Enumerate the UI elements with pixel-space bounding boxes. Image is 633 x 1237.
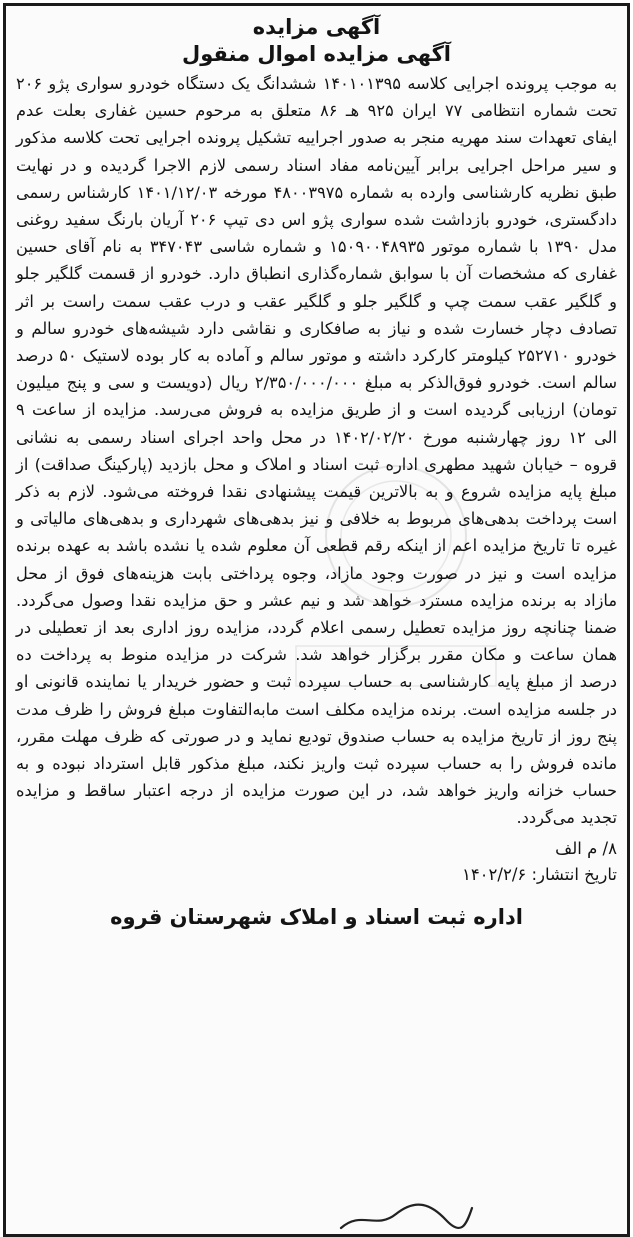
signature-mark bbox=[336, 1200, 476, 1234]
issuing-office: اداره ثبت اسناد و املاک شهرستان قروه bbox=[110, 904, 523, 929]
notice-subtitle: آگهی مزایده اموال منقول bbox=[182, 42, 451, 66]
notice-frame bbox=[3, 3, 630, 1237]
publish-date: تاریخ انتشار: ۱۴۰۲/۲/۶ bbox=[461, 864, 617, 884]
notice-title: آگهی مزایده bbox=[252, 15, 381, 39]
notice-content bbox=[16, 14, 617, 932]
notice-reference: ۸/ م الف bbox=[555, 838, 617, 858]
notice-body: به موجب پرونده اجرایی کلاسه ۱۴۰۱۰۱۳۹۵ ششدانگ یک دستگاه خودرو سواری پژو ۲۰۶ تحت شماره انتظامی ۷۷ ایران ۹۲۵ هـ ۸۶ متعلق به مرحوم حسین غفاری بعلت عدم ایفای تعهدات سند مهریه منجر به صدور اجراییه تشکیل پرونده اجرایی تحت کلاسه مذکور و سیر مراحل اجرایی برابر آیین‌نامه مفاد اسناد رسمی لازم الاجرا گردیده و در نهایت طبق نظریه کارشناسی وارده به شماره ۴۸۰۰۳۹۷۵ مورخه ۱۴۰۱/۱۲/۰۳ کارشناس رسمی دادگستری، خودرو بازداشت شده سواری پژو اس دی تیپ ۲۰۶ آریان بارنگ سفید روغنی مدل ۱۳۹۰ با شماره موتور ۱۵۰۹۰۰۴۸۹۳۵ و شماره شاسی ۳۴۷۰۴۳ به نام آقای حسین غفاری که مشخصات آن با سوابق شماره‌گذاری انطباق دارد. خودرو از قسمت گلگیر جلو و گلگیر عقب سمت چپ و گلگیر جلو و گلگیر عقب و درب عقب سمت راست بر اثر تصادف دچار خسارت شده و نیاز به صافکاری و نقاشی دارد شیشه‌های خودرو سالم و خودرو ۲۵۲۷۱۰ کیلومتر کارکرد داشته و موتور سالم و آماده به کار بوده لاستیک ۵۰ درصد سالم است. خودرو فوق‌الذکر به مبلغ ۲/۳۵۰/۰۰۰/۰۰۰ ریال (دویست و سی و پنج میلیون تومان) ارزیابی گردیده است و از طریق مزایده به فروش می‌رسد. مزایده از ساعت ۹ الی ۱۲ روز چهارشنبه مورخ ۱۴۰۲/۰۲/۲۰ در محل واحد اجرای اسناد رسمی به نشانی قروه – خیابان شهید مطهری اداره ثبت اسناد و املاک و محل بازدید (پارکینگ صداقت) از مبلغ پایه مزایده شروع و به بالاترین قیمت پیشنهادی نقدا فروخته می‌شود. لازم به ذکر است پرداخت بدهی‌های مربوط به خلافی و نیز بدهی‌های شهرداری و بدهی‌های مالیاتی و غیره تا تاریخ مزایده اعم از اینکه رقم قطعی آن معلوم شده یا نشده باشد به عهده برنده مزایده است و نیز در صورت وجود مازاد، وجوه پرداختی بابت هزینه‌های فوق از محل مازاد به برنده مزایده مسترد خواهد شد و نیم عشر و حق مزایده نقدا وصول می‌گردد. ضمنا چنانچه روز مزایده تعطیل رسمی اعلام گردد، مزایده روز اداری بعد از تعطیلی در همان ساعت و مکان مقرر برگزار خواهد شد. شرکت در مزایده منوط به پرداخت ده درصد از مبلغ پایه کارشناسی به حساب سپرده ثبت و حضور خریدار یا نماینده قانونی او در جلسه مزایده است. برنده مزایده مکلف است مابه‌التفاوت مبلغ فروش را ظرف مدت پنج روز از تاریخ مزایده به حساب صندوق تودیع نماید و در صورتی که ظرف مهلت مقرر، مانده فروش را به حساب سپرده ثبت واریز نکند، مبلغ مذکور قابل استرداد نبوده و به حساب خزانه واریز خواهد شد، در این صورت مزایده از درجه اعتبار ساقط و مزایده تجدید می‌گردد. bbox=[16, 74, 618, 828]
